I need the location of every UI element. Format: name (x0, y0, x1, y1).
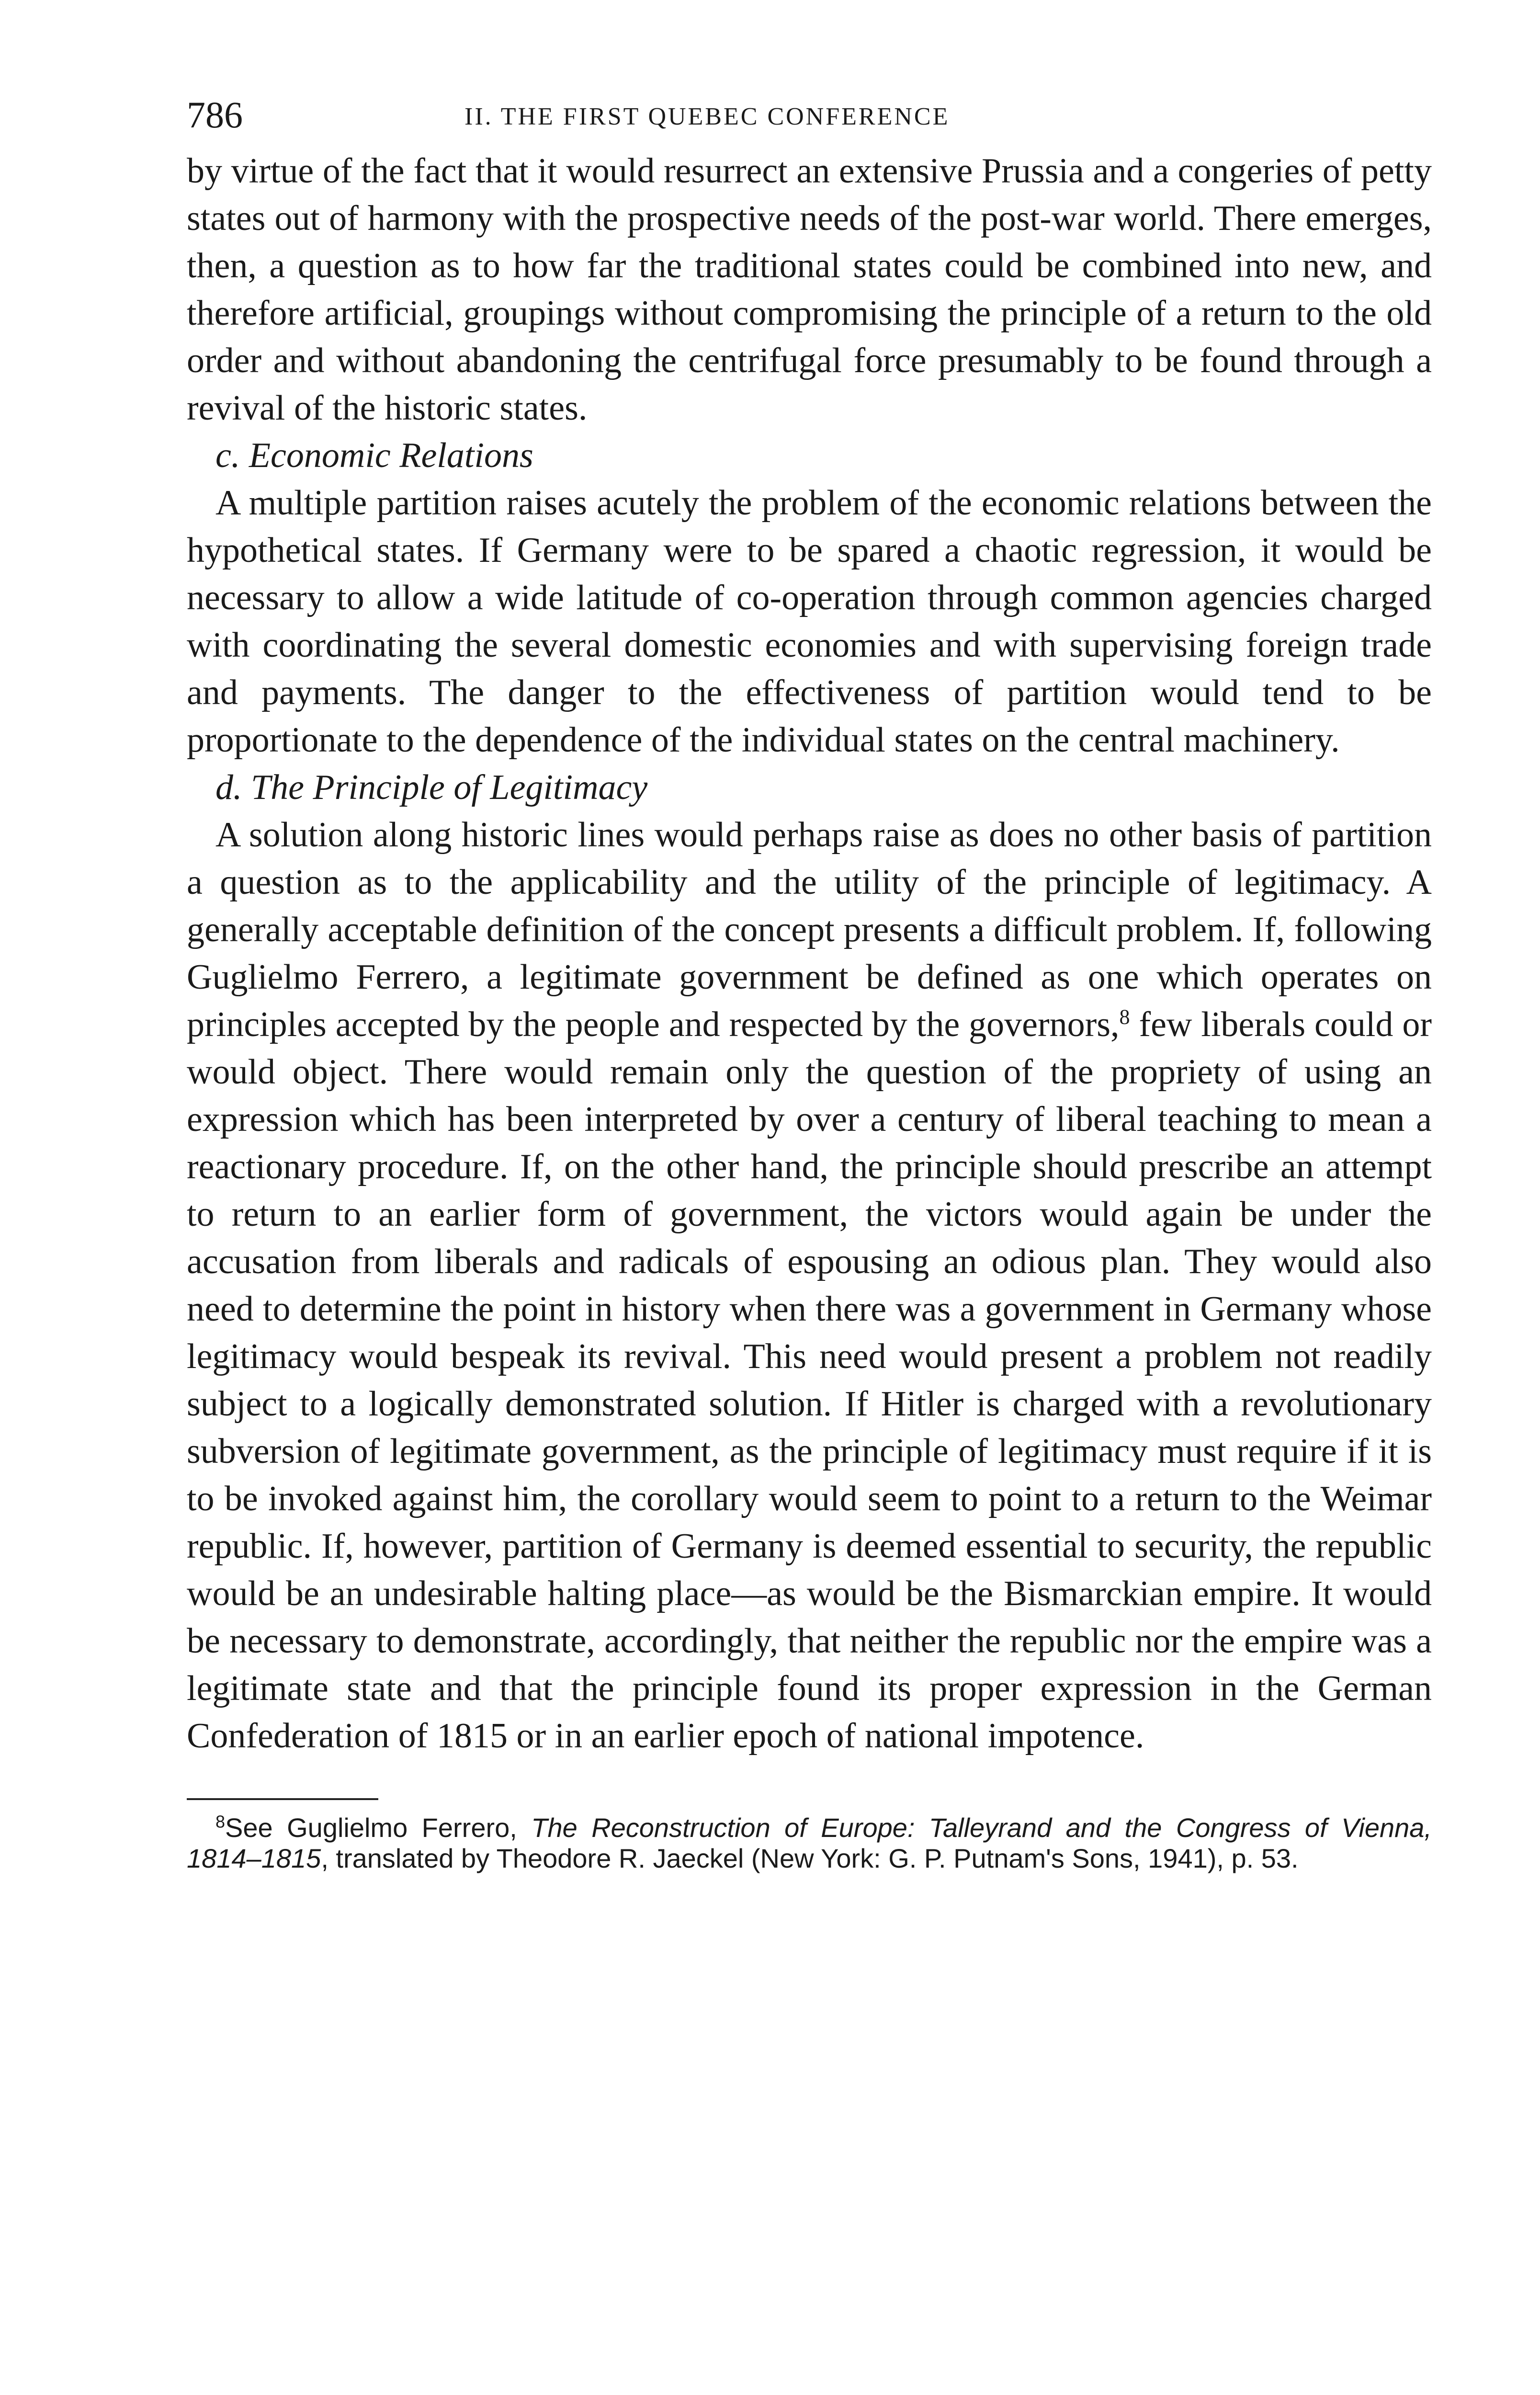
paragraph-legitimacy-part-1: A solution along historic lines would perhaps raise as does no other basis of partition a question as to the applicability and the utility of the principle of legitimacy. A generally acceptable definition of the concept presents a difficult problem. If, following Guglielmo Ferrero, a legitimate government be defined as one which operates on principles accepted by the people and respected by the governors, (187, 815, 1432, 1044)
subheading-economic-relations: c. Economic Relations (215, 436, 533, 475)
paragraph-economic-relations: A multiple partition raises acutely the problem of the economic relations between the hypothetical states. If Germany were to be spared a chaotic regression, it would be necessary to allow a wide latitude of co-operation through common agencies charged with coordinating the several domestic economies and with supervising foreign trade and payments. The danger to the effectiveness of partition would tend to be proportionate to the dependence of the individual states on the central machinery. (187, 483, 1432, 760)
subheading-principle-of-legitimacy: d. The Principle of Legitimacy (215, 768, 648, 807)
footnote-reference[interactable]: 8 (1119, 1005, 1130, 1029)
document-page (187, 91, 1432, 1874)
running-title: II. THE FIRST QUEBEC CONFERENCE (464, 103, 950, 130)
paragraph-legitimacy (187, 811, 1432, 1760)
paragraph-legitimacy-part-2: few liberals could or would object. There would remain only the question of the propriety of using an expression which has been interpreted by over a century of liberal teaching to mean a reactionary procedure. If, on the other hand, the principle should prescribe an attempt to return to an earlier form of government, the victors would again be under the accusation from liberals and radicals of espousing an odious plan. They would also need to determine the point in history when there was a government in Germany whose legitimacy would bespeak its revival. This need would present a problem not readily subject to a logically demonstrated solution. If Hitler is charged with a revolutionary subversion of legitimate government, as the principle of legitimacy must require if it is to be invoked against him, the corollary would seem to point to a return to the Weimar republic. If, however, partition of Germany is deemed essential to security, the republic would be an undesirable halting place—as would be the Bismarckian empire. It would be necessary to demonstrate, accordingly, that neither the republic nor the empire was a legitimate state and that the principle found its proper expression in the German Confederation of 1815 or in an earlier epoch of national impotence. (187, 1005, 1432, 1756)
footnote (187, 1813, 1432, 1874)
footnote-mark: 8 (215, 1812, 226, 1832)
footnote-book-title: The Reconstruction of Europe: Talleyrand and the Congress of Vienna, 1814–1815 (187, 1813, 1432, 1873)
footnote-divider (187, 1798, 378, 1800)
paragraph-continued: by virtue of the fact that it would resurrect an extensive Prussia and a congeries of petty states out of harmony with the prospective needs of the post-war world. There emerges, then, a question as to how far the traditional states could be combined into new, and therefore artificial, groupings without compromising the principle of a return to the old order and without abandoning the centrifugal force presumably to be found through a revival of the historic states. (187, 151, 1432, 428)
body-text (187, 148, 1432, 1760)
footnote-suffix: , translated by Theodore R. Jaeckel (New York: G. P. Putnam's Sons, 1941), p. 53. (321, 1843, 1299, 1873)
page-number: 786 (187, 94, 243, 136)
footnote-prefix: See Guglielmo Ferrero, (225, 1813, 532, 1843)
running-head (187, 91, 1432, 144)
